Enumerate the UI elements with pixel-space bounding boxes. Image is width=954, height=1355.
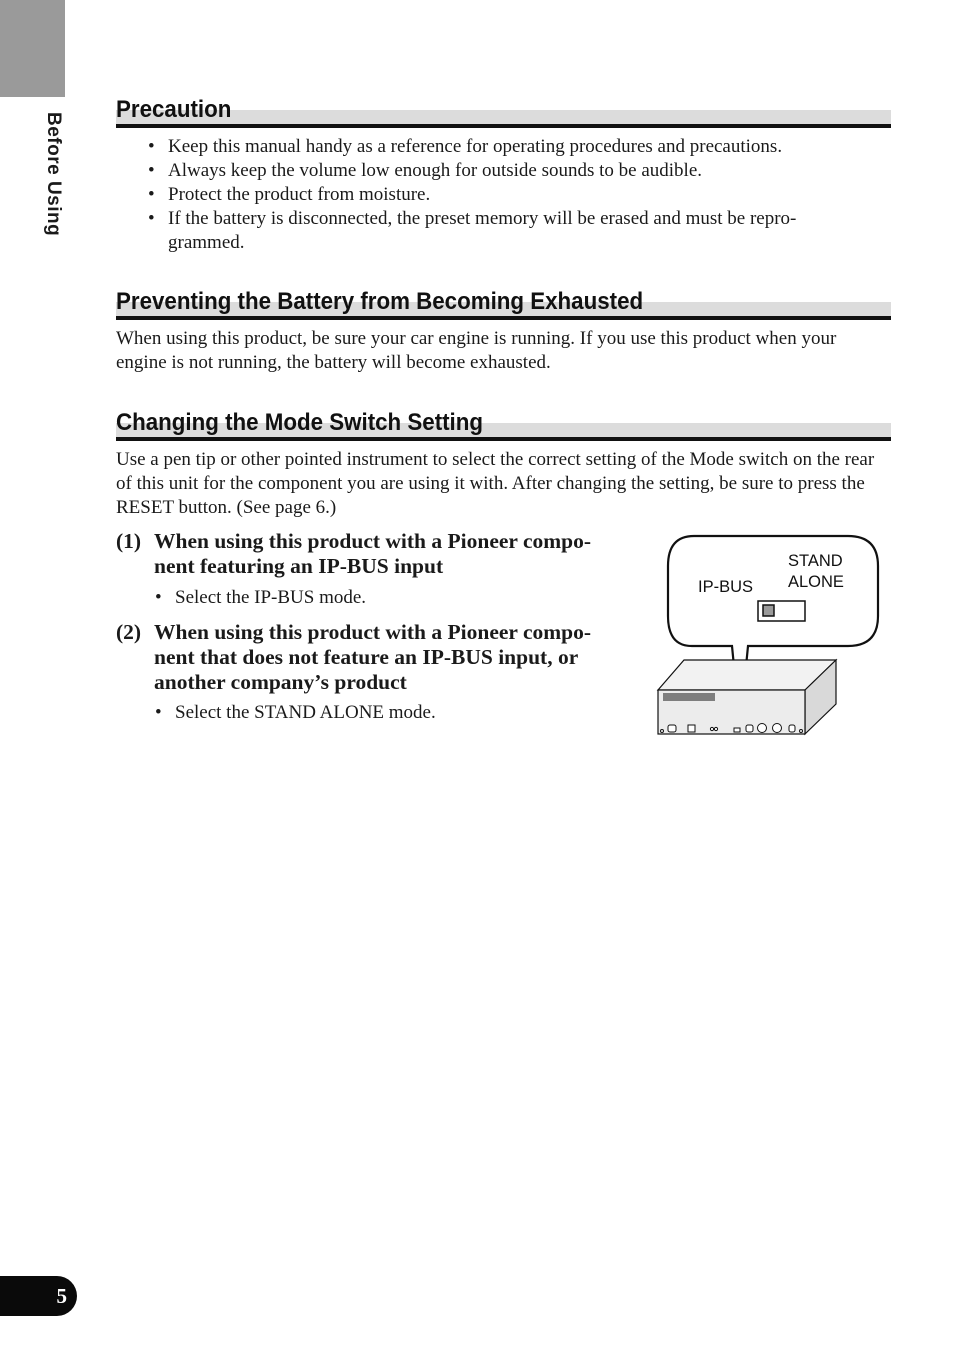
mode-switch-header — [116, 407, 891, 441]
precaution-header — [116, 94, 891, 128]
precaution-list — [146, 135, 891, 255]
side-tab-marker — [0, 0, 65, 97]
mode-switch-body: Use a pen tip or other pointed instrument to select the correct setting of the Mode switch on the rear of this unit for the component you are using it with. After changing the setting, be sure to press the RESET button. (See page 6.) — [116, 449, 875, 518]
side-tab-label: Before Using — [43, 112, 64, 237]
mode-switch-illustration — [652, 532, 884, 740]
step-number: (2) — [116, 620, 142, 644]
step-text: When using this product with a Pioneer compo- nent featuring an IP-BUS input — [154, 529, 592, 578]
step-1-note: • Select the IP-BUS mode. — [155, 587, 367, 608]
step-1-heading — [116, 529, 636, 579]
unit-drawing — [652, 532, 884, 740]
alone-label: ALONE — [788, 573, 844, 591]
step-note-text: Select the IP-BUS mode. — [175, 587, 367, 608]
step-2-heading — [116, 620, 636, 695]
list-item: • Protect the product from moisture. — [146, 183, 891, 207]
battery-header — [116, 286, 891, 320]
step-number: (1) — [116, 529, 142, 553]
list-item: • Keep this manual handy as a reference for operating procedures and precautions. — [146, 135, 891, 159]
stand-label: STAND — [788, 552, 843, 570]
step-note-text: Select the STAND ALONE mode. — [175, 702, 436, 723]
list-item: • If the battery is disconnected, the preset memory will be erased and must be repro- grammed. — [146, 207, 858, 255]
battery-body: When using this product, be sure your car engine is running. If you use this product when your engine is not running, the battery will become exhausted. — [116, 328, 837, 373]
battery-title: Preventing the Battery from Becoming Exhausted — [116, 288, 644, 315]
ip-bus-label: IP-BUS — [698, 578, 754, 596]
step-2-note: • Select the STAND ALONE mode. — [155, 702, 436, 723]
precaution-title: Precaution — [116, 96, 232, 123]
list-item: • Always keep the volume low enough for outside sounds to be audible. — [146, 159, 891, 183]
mode-switch-title: Changing the Mode Switch Setting — [116, 409, 484, 436]
page-number-badge — [0, 1276, 77, 1316]
page-number: 5 — [56, 1284, 67, 1308]
step-text: When using this product with a Pioneer compo- nent that does not feature an IP-BUS input, or another company’s product — [154, 620, 592, 694]
